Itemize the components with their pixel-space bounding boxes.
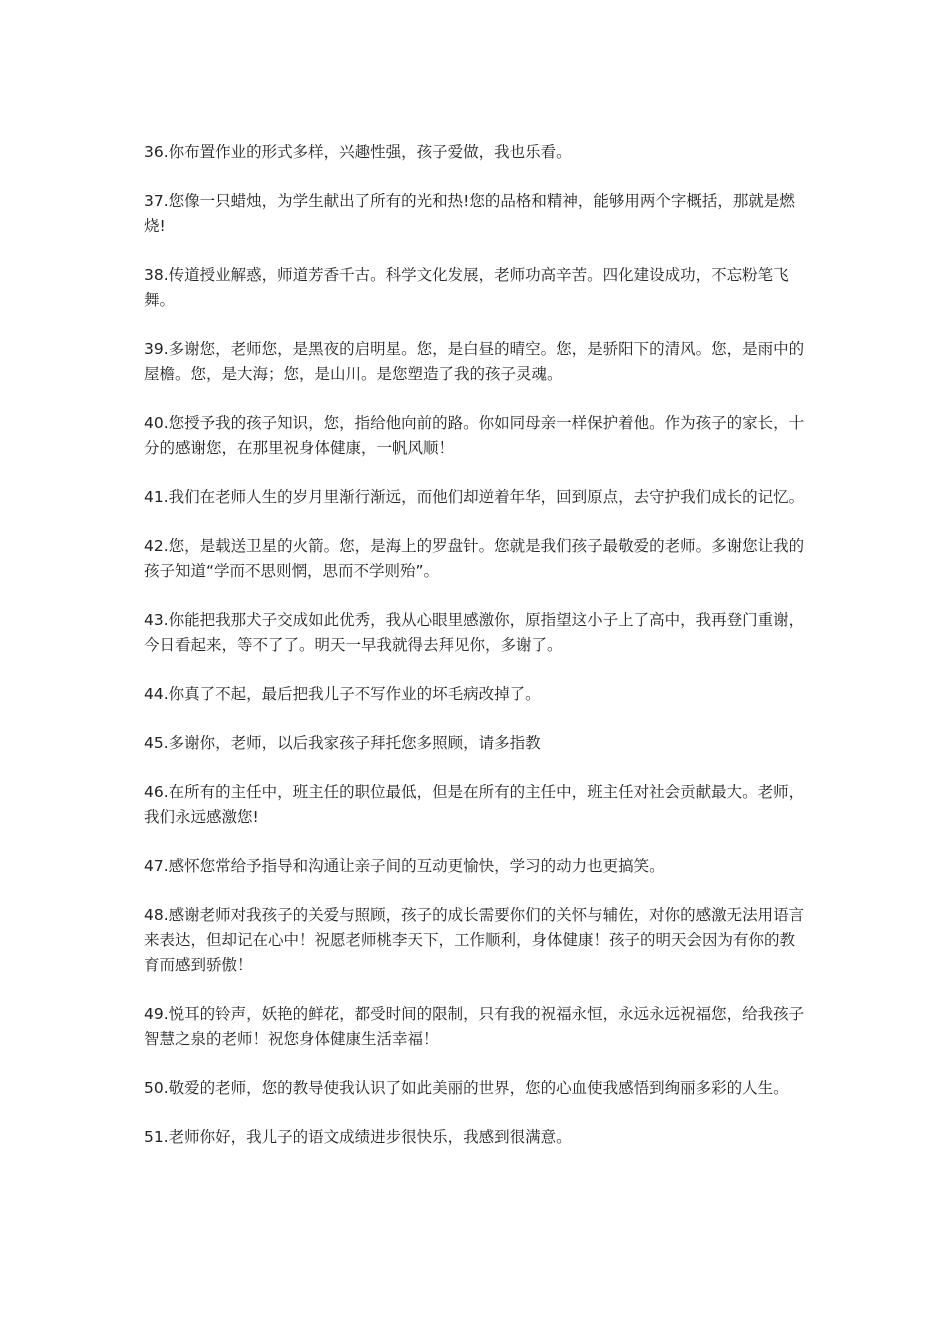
document-body [144,140,809,1174]
paragraph-36: 36.你布置作业的形式多样，兴趣性强，孩子爱做，我也乐看。 [144,143,572,161]
paragraph-47: 47.感怀您常给予指导和沟通让亲子间的互动更愉快，学习的动力也更搞笑。 [144,857,665,875]
paragraph-49: 49.悦耳的铃声，妖艳的鲜花，都受时间的限制，只有我的祝福永恒，永远永远祝福您，给我孩子智慧之泉的老师！祝您身体健康生活幸福！ [144,1005,805,1048]
paragraph-38: 38.传道授业解惑，师道芳香千古。科学文化发展，老师功高辛苦。四化建设成功，不忘粉笔飞舞。 [144,266,789,309]
paragraph-41: 41.我们在老师人生的岁月里渐行渐远，而他们却逆着年华，回到原点，去守护我们成长的记忆。 [144,488,805,506]
paragraph-39: 39.多谢您，老师您，是黑夜的启明星。您，是白昼的晴空。您，是骄阳下的清风。您，是雨中的屋檐。您，是大海；您，是山川。是您塑造了我的孩子灵魂。 [144,340,805,383]
paragraph-50: 50.敬爱的老师，您的教导使我认识了如此美丽的世界，您的心血使我感悟到绚丽多彩的人生。 [144,1079,789,1097]
paragraph-48: 48.感谢老师对我孩子的关爱与照顾，孩子的成长需要你们的关怀与辅佐，对你的感激无法用语言来表达，但却记在心中！祝愿老师桃李天下，工作顺利，身体健康！孩子的明天会因为有你的教育而感到骄傲！ [144,906,805,974]
paragraph-37: 37.您像一只蜡烛，为学生献出了所有的光和热!您的品格和精神，能够用两个字概括，那就是燃烧! [144,192,795,235]
paragraph-46: 46.在所有的主任中，班主任的职位最低，但是在所有的主任中，班主任对社会贡献最大。老师，我们永远感激您! [144,783,805,826]
paragraph-40: 40.您授予我的孩子知识，您，指给他向前的路。你如同母亲一样保护着他。作为孩子的家长，十分的感谢您，在那里祝身体健康，一帆风顺！ [144,414,805,457]
paragraph-44: 44.你真了不起，最后把我儿子不写作业的坏毛病改掉了。 [144,685,541,703]
paragraph-42: 42.您，是载送卫星的火箭。您，是海上的罗盘针。您就是我们孩子最敬爱的老师。多谢您让我的孩子知道“学而不思则惘，思而不学则殆”。 [144,537,805,580]
paragraph-43: 43.你能把我那犬子交成如此优秀，我从心眼里感激你，原指望这小子上了高中，我再登门重谢，今日看起来，等不了了。明天一早我就得去拜见你，多谢了。 [144,611,805,654]
paragraph-45: 45.多谢你，老师，以后我家孩子拜托您多照顾，请多指教 [144,734,541,752]
paragraph-51: 51.老师你好，我儿子的语文成绩进步很快乐，我感到很满意。 [144,1128,572,1146]
